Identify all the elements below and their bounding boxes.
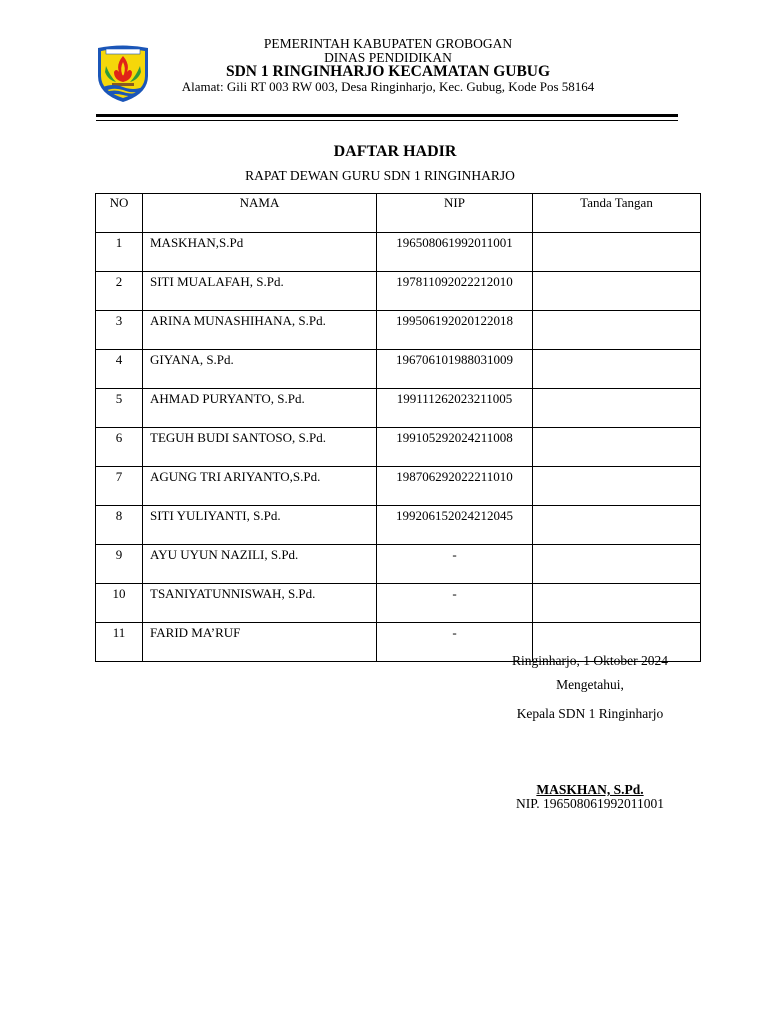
cell-no: 7 xyxy=(96,467,143,506)
cell-nama: GIYANA, S.Pd. xyxy=(143,350,377,389)
signature-acknowledged: Mengetahui, xyxy=(556,677,624,692)
table-row xyxy=(96,311,701,350)
table-row xyxy=(96,467,701,506)
signature-role: Kepala SDN 1 Ringinharjo xyxy=(516,706,664,721)
cell-no: 3 xyxy=(96,311,143,350)
cell-nip: 199206152024212045 xyxy=(377,506,533,545)
cell-no: 1 xyxy=(96,233,143,272)
signature-name: MASKHAN, S.Pd. xyxy=(536,782,644,797)
cell-signature xyxy=(533,350,701,389)
cell-signature xyxy=(533,428,701,467)
header-nama: NAMA xyxy=(143,194,377,233)
cell-no: 9 xyxy=(96,545,143,584)
cell-nip: 199111262023211005 xyxy=(377,389,533,428)
cell-signature xyxy=(533,584,701,623)
letterhead-divider-thick xyxy=(96,114,678,117)
cell-signature xyxy=(533,467,701,506)
grobogan-regency-crest-icon xyxy=(92,42,154,104)
cell-nip: 196706101988031009 xyxy=(377,350,533,389)
cell-no: 11 xyxy=(96,623,143,662)
cell-signature xyxy=(533,389,701,428)
cell-nip: 199105292024211008 xyxy=(377,428,533,467)
document-title: DAFTAR HADIR xyxy=(333,143,457,160)
table-row xyxy=(96,545,701,584)
cell-signature xyxy=(533,233,701,272)
table-row xyxy=(96,506,701,545)
cell-nama: SITI YULIYANTI, S.Pd. xyxy=(143,506,377,545)
cell-nip: - xyxy=(377,545,533,584)
document-subtitle: RAPAT DEWAN GURU SDN 1 RINGINHARJO xyxy=(245,168,515,183)
cell-signature xyxy=(533,545,701,584)
cell-nip: - xyxy=(377,623,533,662)
cell-nip: 198706292022211010 xyxy=(377,467,533,506)
letterhead-agency: DINAS PENDIDIKAN xyxy=(324,50,452,65)
signature-place-date: Ringinharjo, 1 Oktober 2024 xyxy=(512,653,668,668)
table-header-row xyxy=(96,194,701,233)
table-row xyxy=(96,350,701,389)
cell-nama: AGUNG TRI ARIYANTO,S.Pd. xyxy=(143,467,377,506)
letterhead-school-name: SDN 1 RINGINHARJO KECAMATAN GUBUG xyxy=(225,63,551,80)
cell-nama: AYU UYUN NAZILI, S.Pd. xyxy=(143,545,377,584)
table-row xyxy=(96,389,701,428)
cell-nama: AHMAD PURYANTO, S.Pd. xyxy=(143,389,377,428)
cell-nama: FARID MA’RUF xyxy=(143,623,377,662)
header-tanda-tangan: Tanda Tangan xyxy=(533,194,701,233)
cell-nip: 197811092022212010 xyxy=(377,272,533,311)
cell-no: 6 xyxy=(96,428,143,467)
letterhead-divider-thin xyxy=(96,120,678,121)
cell-nama: ARINA MUNASHIHANA, S.Pd. xyxy=(143,311,377,350)
header-no: NO xyxy=(96,194,143,233)
cell-nama: MASKHAN,S.Pd xyxy=(143,233,377,272)
cell-nama: TSANIYATUNNISWAH, S.Pd. xyxy=(143,584,377,623)
letterhead-address: Alamat: Gili RT 003 RW 003, Desa Ringinharjo, Kec. Gubug, Kode Pos 58164 xyxy=(181,79,595,94)
table-row xyxy=(96,272,701,311)
cell-no: 5 xyxy=(96,389,143,428)
attendance-table xyxy=(95,193,701,662)
table-row xyxy=(96,584,701,623)
cell-nip: 196508061992011001 xyxy=(377,233,533,272)
cell-nip: 199506192020122018 xyxy=(377,311,533,350)
cell-signature xyxy=(533,272,701,311)
cell-signature xyxy=(533,311,701,350)
cell-nip: - xyxy=(377,584,533,623)
cell-no: 8 xyxy=(96,506,143,545)
cell-no: 2 xyxy=(96,272,143,311)
table-row xyxy=(96,233,701,272)
signature-nip: NIP. 196508061992011001 xyxy=(515,796,664,811)
cell-no: 4 xyxy=(96,350,143,389)
table-row xyxy=(96,428,701,467)
cell-nama: SITI MUALAFAH, S.Pd. xyxy=(143,272,377,311)
cell-no: 10 xyxy=(96,584,143,623)
cell-nama: TEGUH BUDI SANTOSO, S.Pd. xyxy=(143,428,377,467)
letterhead-government: PEMERINTAH KABUPATEN GROBOGAN xyxy=(263,36,513,51)
header-nip: NIP xyxy=(377,194,533,233)
cell-signature xyxy=(533,506,701,545)
